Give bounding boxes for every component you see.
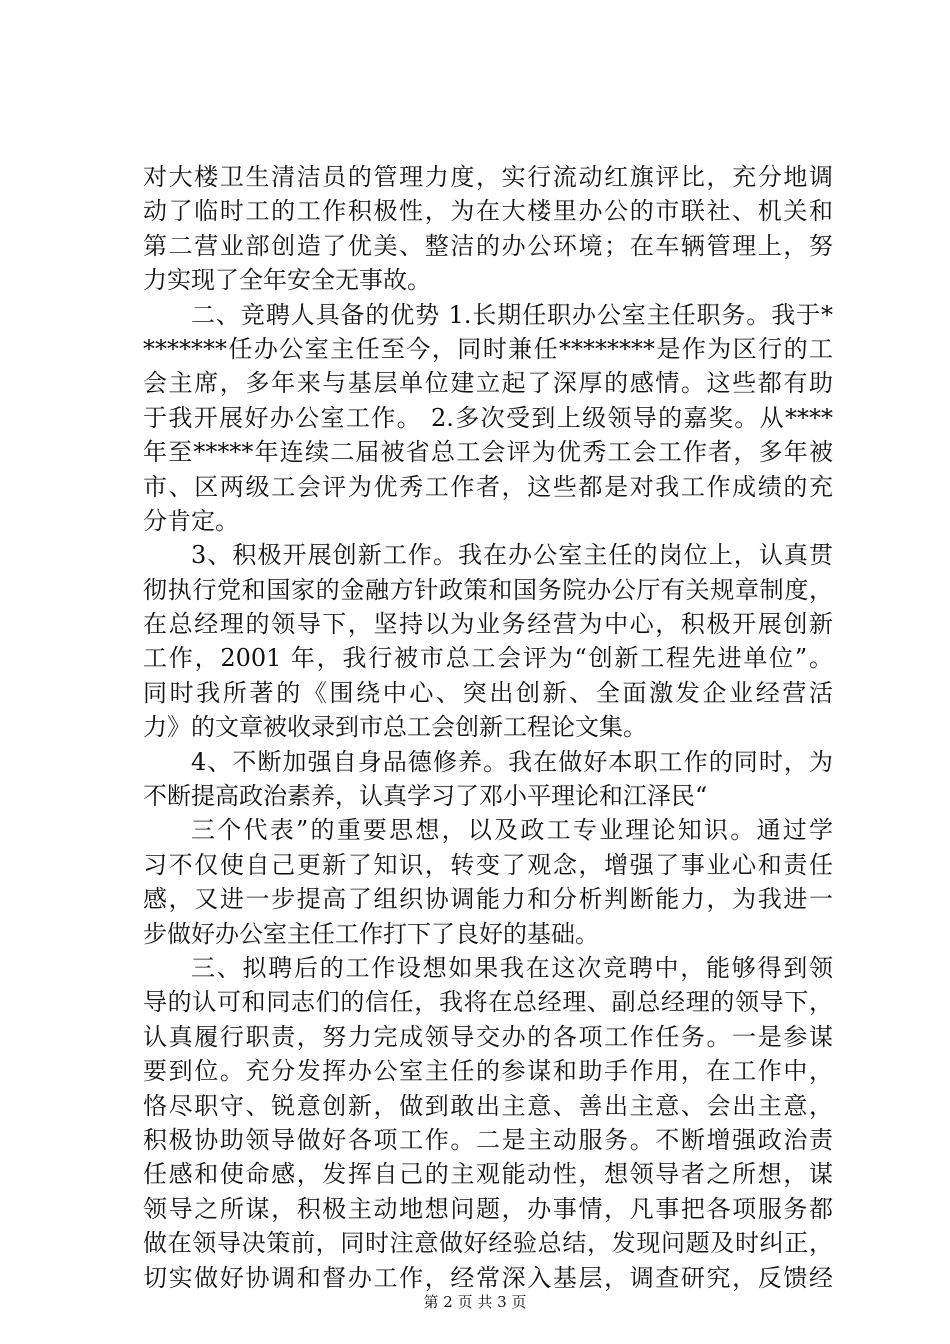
text-line: 于我开展好办公室工作。 2.多次受到上级领导的嘉奖。从**** (143, 403, 833, 432)
text-line: 习不仅使自己更新了知识，转变了观念，增强了事业心和责任 (143, 850, 833, 879)
text-line: 第二营业部创造了优美、整洁的办公环境；在车辆管理上，努 (143, 231, 833, 260)
text-line: 任感和使命感，发挥自己的主观能动性，想领导者之所想，谋 (143, 1160, 833, 1189)
text-line: 积极协助领导做好各项工作。二是主动服务。不断增强政治责 (143, 1125, 833, 1154)
text-line: 工作，2001 年，我行被市总工会评为“创新工程先进单位”。 (143, 644, 833, 673)
page-footer: 第 2 页 共 3 页 (423, 1293, 527, 1311)
text-line: 在总经理的领导下，坚持以为业务经营为中心，积极开展创新 (143, 610, 833, 639)
text-line: 3、积极开展创新工作。我在办公室主任的岗位上，认真贯 (191, 541, 833, 570)
text-line: 分肯定。 (143, 506, 239, 535)
text-line: 年至*****年连续二届被省总工会评为优秀工会工作者，多年被 (143, 438, 833, 467)
text-line: 做在领导决策前，同时注意做好经验总结，发现问题及时纠正， (143, 1229, 833, 1258)
text-line: 不断提高政治素养，认真学习了邓小平理论和江泽民“ (143, 782, 708, 811)
text-line: 力实现了全年安全无事故。 (143, 266, 431, 295)
text-line: 三个代表”的重要思想，以及政工专业理论知识。通过学 (191, 816, 833, 845)
text-line: 切实做好协调和督办工作，经常深入基层，调查研究，反馈经 (143, 1263, 833, 1292)
text-line: 会主席，多年来与基层单位建立起了深厚的感情。这些都有助 (143, 369, 833, 398)
text-line: 市、区两级工会评为优秀工作者，这些都是对我工作成绩的充 (143, 472, 833, 501)
text-line: 三、拟聘后的工作设想如果我在这次竞聘中，能够得到领 (191, 953, 833, 982)
text-line: 二、竞聘人具备的优势 1.长期任职办公室主任职务。我于* (191, 300, 833, 329)
text-line: 要到位。充分发挥办公室主任的参谋和助手作用，在工作中， (143, 1057, 833, 1086)
text-line: *******任办公室主任至今，同时兼任********是作为区行的工 (143, 334, 833, 363)
text-line: 步做好办公室主任工作打下了良好的基础。 (143, 919, 599, 948)
text-line: 导的认可和同志们的信任，我将在总经理、副总经理的领导下， (143, 988, 833, 1017)
text-line: 力》的文章被收录到市总工会创新工程论文集。 (143, 713, 647, 742)
text-line: 动了临时工的工作积极性，为在大楼里办公的市联社、机关和 (143, 197, 833, 226)
text-line: 领导之所谋，积极主动地想问题，办事情，凡事把各项服务都 (143, 1194, 833, 1223)
text-line: 感，又进一步提高了组织协调能力和分析判断能力，为我进一 (143, 885, 833, 914)
text-line: 对大楼卫生清洁员的管理力度，实行流动红旗评比，充分地调 (143, 163, 833, 191)
text-line: 同时我所著的《围绕中心、突出创新、全面激发企业经营活 (143, 678, 833, 707)
text-line: 彻执行党和国家的金融方针政策和国务院办公厅有关规章制度， (143, 575, 833, 604)
text-line: 认真履行职责，努力完成领导交办的各项工作任务。一是参谋 (143, 1022, 833, 1051)
text-line: 恪尽职守、锐意创新，做到敢出主意、善出主意、会出主意， (143, 1091, 833, 1120)
text-line: 4、不断加强自身品德修养。我在做好本职工作的同时，为 (191, 747, 833, 776)
document-body (143, 160, 833, 1295)
